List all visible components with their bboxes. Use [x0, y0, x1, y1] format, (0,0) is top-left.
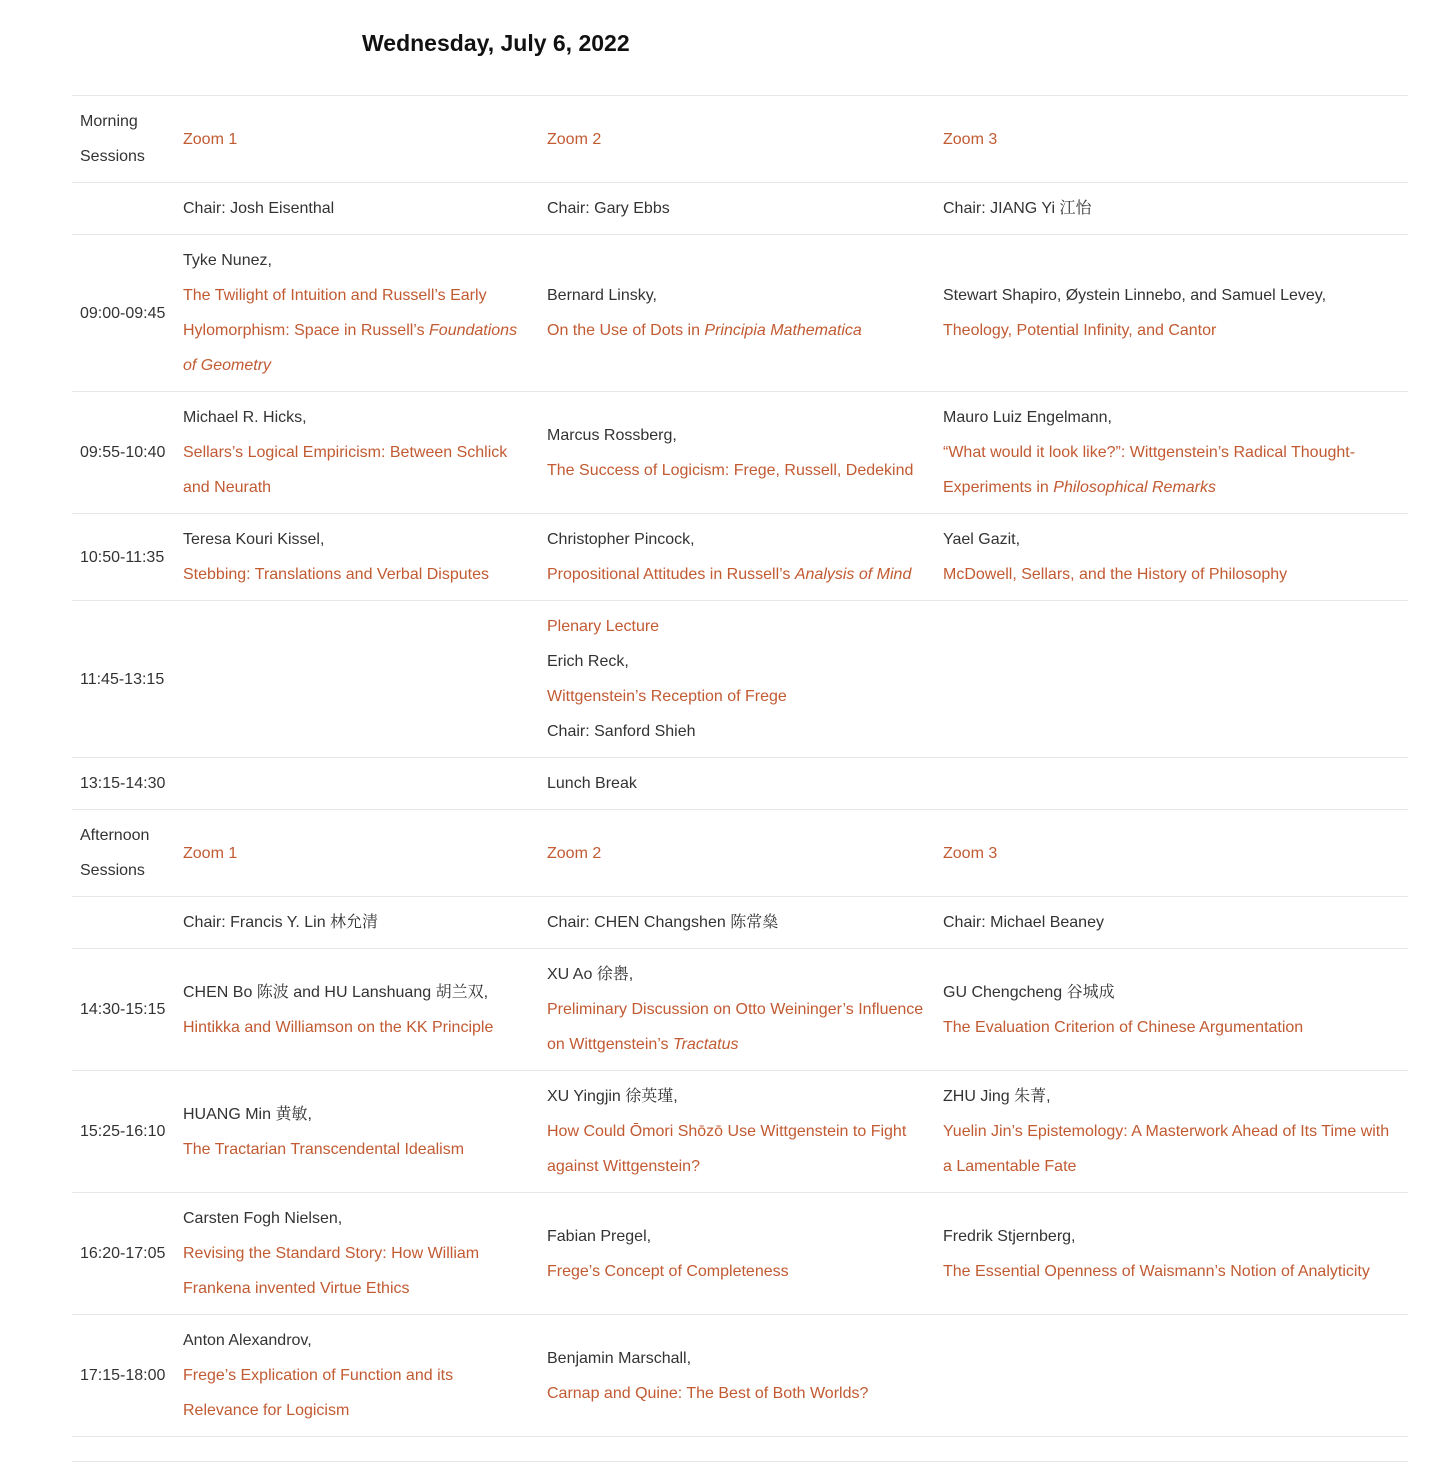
time-slot: 13:15-14:30	[72, 758, 175, 810]
author-name: Carsten Fogh Nielsen,	[183, 1210, 343, 1227]
talk-title-link[interactable]: On the Use of Dots in Principia Mathematica	[547, 322, 862, 339]
plenary-label[interactable]: Plenary Lecture	[547, 618, 660, 635]
author-name: Christopher Pincock,	[547, 531, 695, 548]
table-row	[72, 1193, 1408, 1315]
author-name: Stewart Shapiro, Øystein Linnebo, and Samuel Levey,	[943, 287, 1327, 304]
author-name: XU Yingjin 徐英瑾,	[547, 1088, 678, 1105]
talk-title-link[interactable]: The Success of Logicism: Frege, Russell, Dedekind	[547, 461, 914, 479]
author-name: Fabian Pregel,	[547, 1227, 652, 1245]
session-label: Afternoon Sessions	[72, 810, 175, 897]
talk-title-link[interactable]: Frege’s Explication of Function and its Relevance for Logicism	[183, 1367, 454, 1419]
time-slot: 17:15-18:00	[72, 1315, 175, 1437]
session-label: Morning Sessions	[72, 96, 175, 183]
table-row	[72, 392, 1408, 514]
time-slot: 14:30-15:15	[72, 949, 175, 1071]
chair-text: Chair: Gary Ebbs	[539, 183, 935, 235]
bottom-divider	[72, 1461, 1408, 1462]
lunch-label: Lunch Break	[539, 758, 935, 810]
table-row	[72, 1071, 1408, 1193]
plenary-row	[72, 601, 1408, 758]
zoom-3-link[interactable]: Zoom 3	[943, 844, 998, 862]
author-name: ZHU Jing 朱菁,	[943, 1088, 1051, 1105]
talk-title-link[interactable]: McDowell, Sellars, and the History of Philosophy	[943, 566, 1288, 583]
talk-title-link[interactable]: The Essential Openness of Waismann’s Notion of Analyticity	[943, 1262, 1370, 1280]
lunch-row	[72, 758, 1408, 810]
session-header-row	[72, 96, 1408, 183]
zoom-2-link[interactable]: Zoom 2	[547, 130, 602, 148]
zoom-1-link[interactable]: Zoom 1	[183, 844, 238, 862]
table-row	[72, 235, 1408, 392]
author-name: Mauro Luiz Engelmann,	[943, 409, 1112, 426]
talk-title-link[interactable]: The Twilight of Intuition and Russell’s Early Hylomorphism: Space in Russell’s Foundations of Geometry	[183, 287, 518, 374]
author-name: Anton Alexandrov,	[183, 1332, 312, 1349]
time-slot: 09:55-10:40	[72, 392, 175, 514]
chair-text: Chair: Michael Beaney	[935, 897, 1408, 949]
time-slot: 11:45-13:15	[72, 601, 175, 758]
author-name: GU Chengcheng 谷城成	[943, 983, 1115, 1001]
zoom-2-link[interactable]: Zoom 2	[547, 844, 602, 862]
author-name: Teresa Kouri Kissel,	[183, 531, 325, 548]
schedule-table	[72, 95, 1408, 1437]
author-name: XU Ao 徐嶴,	[547, 966, 634, 983]
plenary-chair: Chair: Sanford Shieh	[547, 723, 696, 740]
author-name: HUANG Min 黄敏,	[183, 1105, 312, 1123]
session-header-row	[72, 810, 1408, 897]
talk-title-link[interactable]: How Could Ōmori Shōzō Use Wittgenstein to Fight against Wittgenstein?	[547, 1123, 907, 1175]
talk-title-link[interactable]: Carnap and Quine: The Best of Both Worlds?	[547, 1384, 869, 1402]
talk-title-link[interactable]: Revising the Standard Story: How William Frankena invented Virtue Ethics	[183, 1245, 480, 1297]
talk-title-link[interactable]: Yuelin Jin’s Epistemology: A Masterwork Ahead of Its Time with a Lamentable Fate	[943, 1123, 1390, 1175]
chair-text: Chair: JIANG Yi 江怡	[935, 183, 1408, 235]
page-title: Wednesday, July 6, 2022	[362, 30, 630, 56]
plenary-speaker: Erich Reck,	[547, 653, 629, 670]
talk-title-link[interactable]: Stebbing: Translations and Verbal Disputes	[183, 566, 489, 583]
chair-row	[72, 897, 1408, 949]
author-name: Marcus Rossberg,	[547, 426, 677, 444]
chair-text: Chair: Francis Y. Lin 林允清	[175, 897, 539, 949]
table-row	[72, 949, 1408, 1071]
talk-title-link[interactable]: Propositional Attitudes in Russell’s Analysis of Mind	[547, 566, 912, 583]
zoom-1-link[interactable]: Zoom 1	[183, 130, 238, 148]
time-slot: 09:00-09:45	[72, 235, 175, 392]
zoom-3-link[interactable]: Zoom 3	[943, 130, 998, 148]
time-slot: 10:50-11:35	[72, 514, 175, 601]
author-name: Michael R. Hicks,	[183, 409, 307, 426]
talk-title-link[interactable]: Frege’s Concept of Completeness	[547, 1262, 789, 1280]
talk-title-link[interactable]: Preliminary Discussion on Otto Weininger’s Influence on Wittgenstein’s Tractatus	[547, 1001, 924, 1053]
talk-title-link[interactable]: Hintikka and Williamson on the KK Principle	[183, 1018, 494, 1036]
author-name: CHEN Bo 陈波 and HU Lanshuang 胡兰双,	[183, 983, 489, 1001]
time-slot: 16:20-17:05	[72, 1193, 175, 1315]
talk-title-link[interactable]: Theology, Potential Infinity, and Cantor	[943, 322, 1217, 339]
talk-title-link[interactable]: Sellars’s Logical Empiricism: Between Schlick and Neurath	[183, 444, 508, 496]
chair-text: Chair: Josh Eisenthal	[175, 183, 539, 235]
author-name: Benjamin Marschall,	[547, 1349, 692, 1367]
table-row	[72, 1315, 1408, 1437]
time-slot: 15:25-16:10	[72, 1071, 175, 1193]
talk-title-link[interactable]: The Tractarian Transcendental Idealism	[183, 1140, 465, 1158]
author-name: Fredrik Stjernberg,	[943, 1227, 1076, 1245]
author-name: Yael Gazit,	[943, 531, 1021, 548]
chair-row	[72, 183, 1408, 235]
table-row	[72, 514, 1408, 601]
author-name: Bernard Linsky,	[547, 287, 657, 304]
plenary-title-link[interactable]: Wittgenstein’s Reception of Frege	[547, 688, 787, 705]
talk-title-link[interactable]: “What would it look like?”: Wittgenstein’s Radical Thought-Experiments in Philosophical Remarks	[943, 444, 1356, 496]
talk-title-link[interactable]: The Evaluation Criterion of Chinese Argumentation	[943, 1018, 1304, 1036]
chair-text: Chair: CHEN Changshen 陈常燊	[539, 897, 935, 949]
author-name: Tyke Nunez,	[183, 252, 272, 269]
